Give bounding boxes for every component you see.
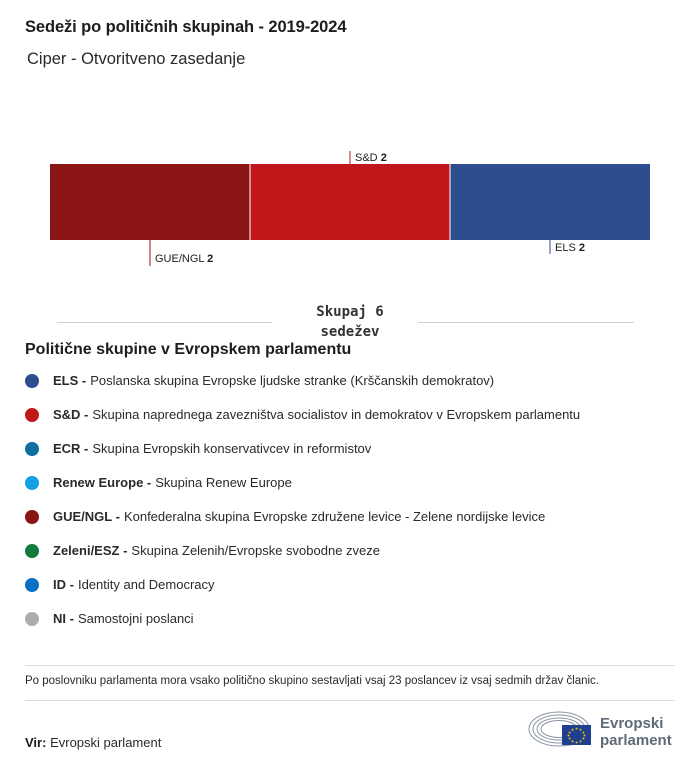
legend-item <box>25 574 580 608</box>
bar-segment <box>450 164 650 240</box>
legend-item <box>25 370 580 404</box>
legend-abbr: ID - <box>53 577 74 592</box>
legend-label: Poslanska skupina Evropske ljudske stranke (Krščanskih demokratov) <box>90 373 495 388</box>
seat-bar-chart <box>0 140 700 280</box>
legend-label: Samostojni poslanci <box>77 611 194 626</box>
logo-line1: Evropski <box>600 715 664 732</box>
source-value: Evropski parlament <box>50 735 162 750</box>
legend <box>25 370 580 642</box>
legend-item <box>25 472 580 506</box>
legend-abbr: GUE/NGL - <box>53 509 120 524</box>
total-seats <box>250 302 450 342</box>
legend-abbr: ECR - <box>53 441 89 456</box>
legend-abbr: S&D - <box>53 407 89 422</box>
legend-item <box>25 540 580 574</box>
segment-label: ELS 2 <box>555 242 585 254</box>
footnote: Po poslovniku parlamenta mora vsako politično skupino sestavljati vsaj 23 poslancev iz vsaj sedmih držav članic. <box>25 675 600 687</box>
legend-dot <box>25 408 39 422</box>
legend-label: Konfederalna skupina Evropske združene levice - Zelene nordijske levice <box>123 509 546 524</box>
chart-title: Sedeži po političnih skupinah - 2019-2024 <box>25 18 347 36</box>
footnote-divider-top <box>25 665 675 666</box>
legend-dot <box>25 374 39 388</box>
chart-subtitle: Ciper - Otvoritveno zasedanje <box>27 50 246 68</box>
source <box>25 735 161 750</box>
legend-dot <box>25 442 39 456</box>
bar-segment <box>250 164 450 240</box>
legend-abbr: ELS - <box>53 373 87 388</box>
legend-dot <box>25 544 39 558</box>
legend-label: Skupina naprednega zavezništva socialistov in demokratov v Evropskem parlamentu <box>92 407 581 422</box>
legend-abbr: Renew Europe - <box>53 475 152 490</box>
logo-line2: parlament <box>600 732 672 749</box>
total-line1: Skupaj 6 <box>316 304 384 320</box>
legend-item <box>25 608 580 642</box>
total-line2: sedežev <box>320 324 380 340</box>
legend-label: Skupina Evropskih konservativcev in reformistov <box>92 441 372 456</box>
bar-segment <box>50 164 250 240</box>
source-label: Vir: <box>25 735 47 750</box>
legend-item <box>25 404 580 438</box>
legend-title: Politične skupine v Evropskem parlamentu <box>25 341 352 358</box>
legend-abbr: Zeleni/ESZ - <box>53 543 128 558</box>
total-divider-left <box>57 322 272 323</box>
total-divider-right <box>418 322 634 323</box>
logo-wordmark <box>600 715 672 749</box>
legend-abbr: NI - <box>53 611 74 626</box>
legend-label: Identity and Democracy <box>77 577 215 592</box>
legend-label: Skupina Renew Europe <box>155 475 292 490</box>
footnote-divider-bottom <box>25 700 675 701</box>
legend-item <box>25 506 580 540</box>
legend-item <box>25 438 580 472</box>
legend-dot <box>25 510 39 524</box>
legend-label: Skupina Zelenih/Evropske svobodne zveze <box>131 543 380 558</box>
legend-dot <box>25 612 39 626</box>
legend-dot <box>25 578 39 592</box>
segment-label: S&D 2 <box>355 152 387 164</box>
segment-label: GUE/NGL 2 <box>155 253 214 265</box>
legend-dot <box>25 476 39 490</box>
